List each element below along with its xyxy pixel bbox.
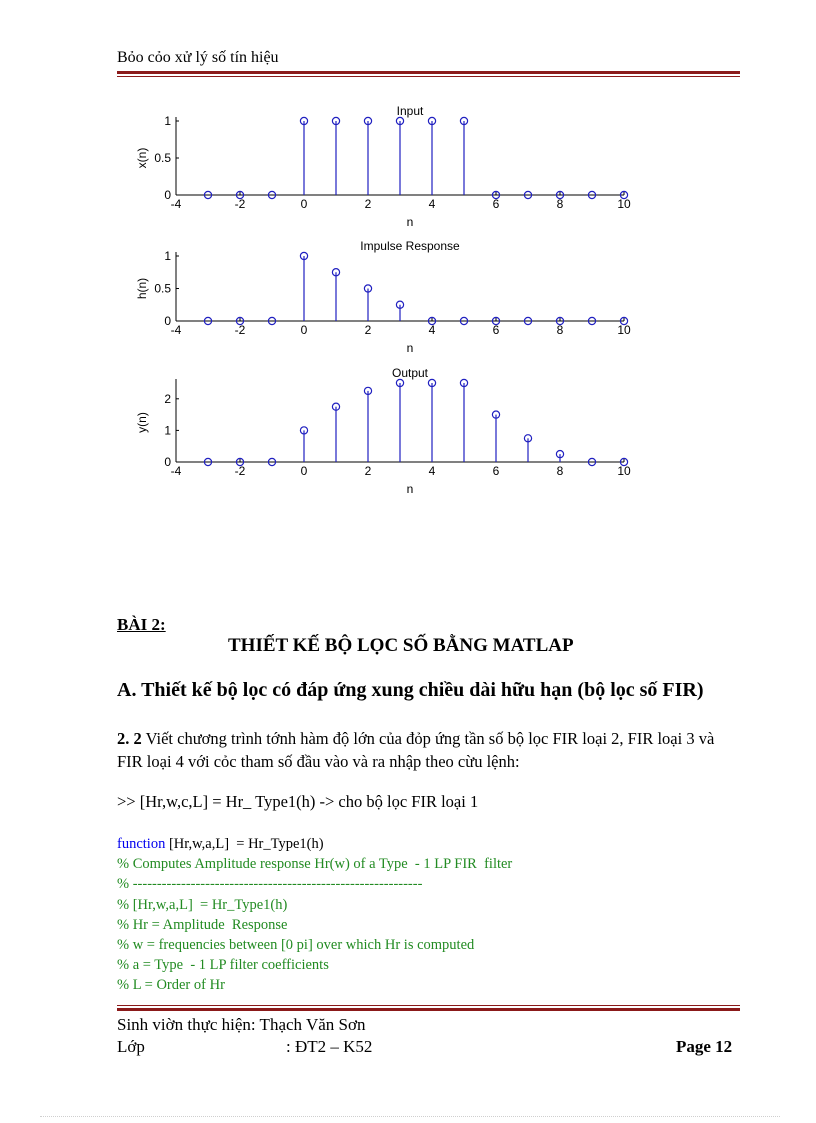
task-paragraph — [117, 727, 742, 773]
y-axis-label: y(n) — [135, 412, 149, 433]
code-comment: % [Hr,w,a,L] = Hr_Type1(h) — [117, 896, 288, 913]
header-rule — [117, 71, 740, 74]
code-comment: % Computes Amplitude response Hr(w) of a Type - 1 LP FIR filter — [117, 856, 513, 873]
exercise-label: BÀI 2: — [117, 615, 166, 634]
x-tick-label: 10 — [617, 197, 631, 211]
y-tick-label: 0.5 — [154, 151, 171, 165]
x-tick-label: 4 — [428, 197, 436, 211]
code-comment: % Hr = Amplitude Response — [117, 916, 288, 933]
x-axis-label: n — [406, 341, 414, 355]
x-tick-label: 0 — [300, 323, 308, 337]
command-line: >> [Hr,w,c,L] = Hr_ Type1(h) -> cho bộ lọc FIR loại 1 — [117, 792, 479, 811]
plot-title: Input — [396, 104, 424, 118]
footer-class-label: Lớp — [117, 1037, 145, 1056]
footer-student: Sinh viờn thực hiện: Thạch Văn Sơn — [117, 1015, 366, 1034]
y-tick-label: 0 — [164, 455, 171, 469]
y-axis-label: h(n) — [135, 277, 149, 300]
x-tick-label: 4 — [428, 323, 436, 337]
function-signature: [Hr,w,a,L] = Hr_Type1(h) — [165, 836, 324, 852]
x-tick-label: 8 — [556, 197, 564, 211]
section-a-heading: A. Thiết kế bộ lọc có đáp ứng xung chiều dài hữu hạn (bộ lọc số FIR) — [117, 679, 704, 701]
x-tick-label: -4 — [170, 464, 182, 478]
page-bottom-divider — [40, 1116, 780, 1117]
x-axis-label: n — [406, 215, 414, 229]
code-comment: % ------------------------------------------------------------ — [117, 876, 423, 893]
stem-plots-figure — [110, 95, 650, 515]
y-tick-label: 1 — [164, 423, 171, 438]
x-tick-label: 10 — [617, 464, 631, 478]
exercise-title: THIẾT KẾ BỘ LỌC SỐ BẰNG MATLAP — [228, 635, 574, 656]
y-tick-label: 2 — [164, 391, 171, 406]
code-comment: % w = frequencies between [0 pi] over which Hr is computed — [117, 937, 475, 954]
code-comment: % a = Type - 1 LP filter coefficients — [117, 957, 329, 974]
plot-output — [135, 366, 631, 496]
y-tick-label: 0 — [164, 314, 171, 328]
y-axis-label: x(n) — [135, 147, 149, 169]
header-rule-thin — [117, 76, 740, 77]
x-tick-label: 10 — [617, 323, 631, 337]
x-tick-label: 2 — [364, 323, 372, 337]
x-tick-label: 0 — [300, 197, 308, 211]
task-text: Viết chương trình tớnh hàm độ lớn của đỏp ứng tần số bộ lọc FIR loại 2, FIR loại 3 và FIR loại 4 với cỏc tham số đầu vào và ra nhập theo cừu lệnh: — [117, 729, 715, 771]
x-tick-label: 8 — [556, 464, 564, 478]
footer-class-value: : ĐT2 – K52 — [286, 1037, 373, 1056]
y-tick-label: 1 — [164, 249, 171, 263]
x-tick-label: 0 — [300, 464, 308, 478]
x-tick-label: -2 — [234, 323, 246, 337]
x-tick-label: -2 — [234, 197, 246, 211]
x-tick-label: 2 — [364, 464, 372, 478]
matlab-code-block — [117, 834, 512, 996]
page-number: Page 12 — [676, 1037, 733, 1056]
x-tick-label: 2 — [364, 197, 372, 211]
code-comment: % L = Order of Hr — [117, 977, 225, 994]
x-tick-label: 8 — [556, 323, 564, 337]
x-tick-label: 6 — [492, 464, 500, 478]
plot-title: Impulse Response — [360, 239, 460, 253]
code-line-function — [117, 834, 512, 854]
x-tick-label: -2 — [234, 464, 246, 478]
plot-impulse-response — [135, 239, 631, 355]
header-title: Bỏo cỏo xử lý số tín hiệu — [117, 49, 279, 66]
plot-title: Output — [391, 366, 429, 380]
plot-input — [135, 104, 631, 229]
footer-rule-thin — [117, 1005, 740, 1006]
y-tick-label: 0.5 — [154, 281, 171, 296]
x-tick-label: -4 — [170, 197, 182, 211]
footer-rule — [117, 1008, 740, 1011]
x-axis-label: n — [406, 482, 414, 496]
function-keyword: function — [117, 836, 166, 852]
y-tick-label: 0 — [164, 188, 171, 202]
x-tick-label: -4 — [170, 323, 182, 337]
task-number: 2. 2 — [117, 729, 142, 748]
y-tick-label: 1 — [164, 114, 171, 128]
x-tick-label: 4 — [428, 464, 436, 478]
x-tick-label: 6 — [492, 197, 500, 211]
x-tick-label: 6 — [492, 323, 500, 337]
